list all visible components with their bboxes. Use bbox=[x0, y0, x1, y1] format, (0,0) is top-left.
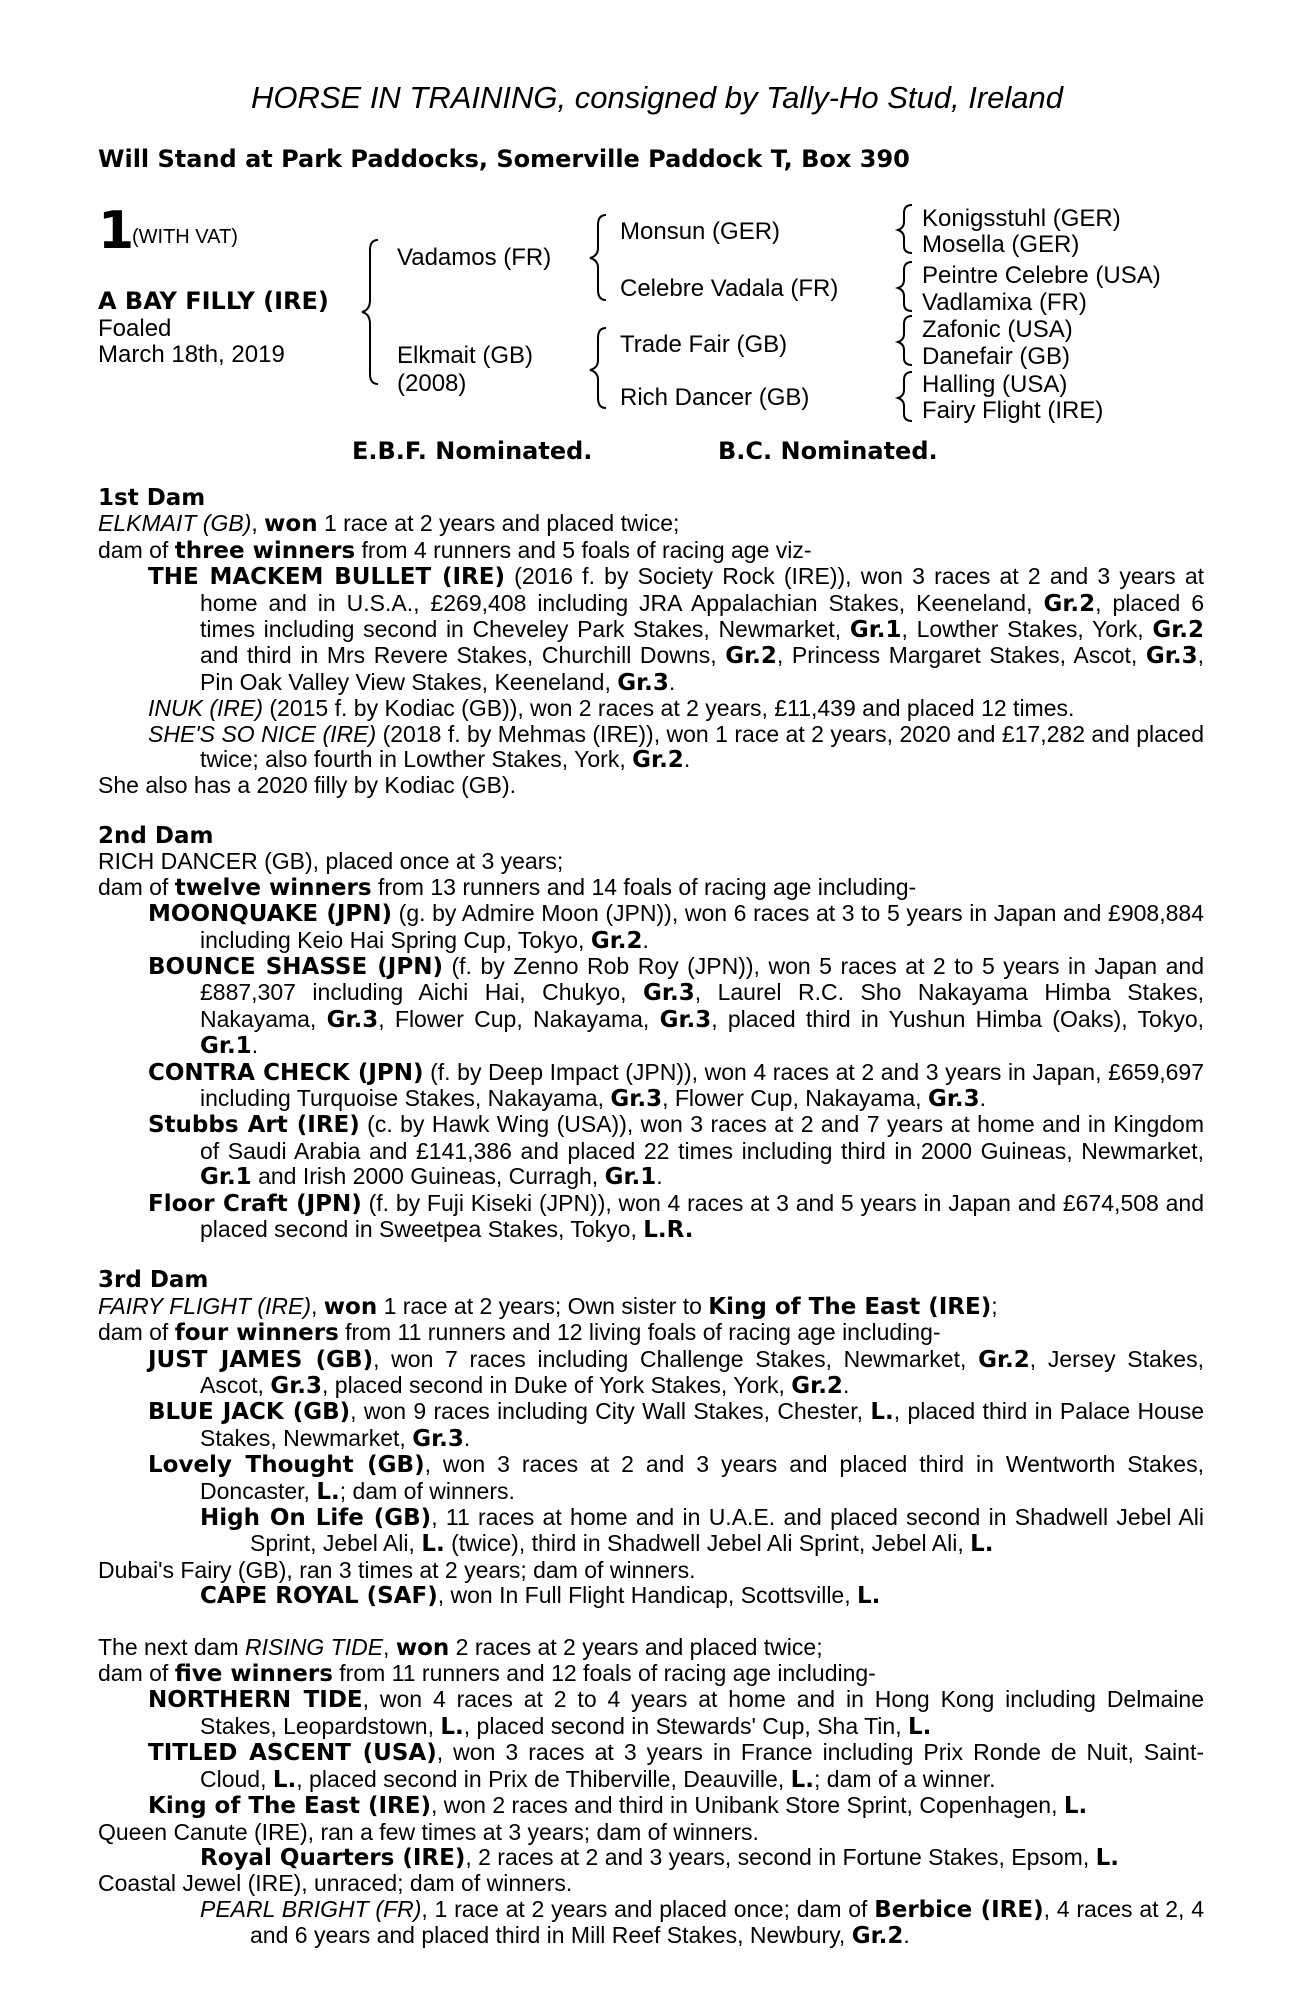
dam-year: (2008) bbox=[397, 370, 467, 397]
second-dam-summary: dam of twelve winners from 13 runners and 14 foals of racing age including- bbox=[98, 873, 917, 901]
page-title: HORSE IN TRAINING, consigned by Tally-Ho Stud, Ireland bbox=[250, 80, 1064, 115]
produce-entry: MOONQUAKE (JPN) (g. by Admire Moon (JPN)), won 6 races at 3 to 5 years in Japan and £908,884 including Keio Hai Spring Cup, Tokyo, Gr.2. bbox=[148, 900, 1204, 954]
sire-dam-sire: Peintre Celebre (USA) bbox=[922, 262, 1161, 289]
second-dam-heading: 2nd Dam bbox=[98, 822, 214, 849]
produce-entry: Stubbs Art (IRE) (c. by Hawk Wing (USA)), won 3 races at 2 and 7 years at home and in Kingdom of Saudi Arabia and £141,386 and placed 22 times including third in 2000 Guineas, Newmarket, Gr.1 and Irish 2000 Guineas, Curragh, Gr.1. bbox=[148, 1111, 1204, 1191]
produce-entry: CONTRA CHECK (JPN) (f. by Deep Impact (JPN)), won 4 races at 2 and 3 years in Japan, £659,697 including Turquoise Stakes, Nakayama, Gr.3, Flower Cup, Nakayama, Gr.3. bbox=[148, 1058, 1205, 1112]
foaled-label: Foaled bbox=[98, 315, 172, 342]
bc-nomination: B.C. Nominated. bbox=[718, 437, 938, 465]
next-dam-summary: dam of five winners from 11 runners and 12 foals of racing age including- bbox=[98, 1660, 876, 1688]
lot-name: A BAY FILLY (IRE) bbox=[98, 287, 329, 315]
produce-entry: Queen Canute (IRE), ran a few times at 3 years; dam of winners. bbox=[98, 1818, 759, 1845]
dam-sire: Trade Fair (GB) bbox=[620, 331, 788, 358]
first-dam-line: ELKMAIT (GB), won 1 race at 2 years and placed twice; bbox=[98, 510, 680, 538]
produce-entry: Dubai's Fairy (GB), ran 3 times at 2 years; dam of winners. bbox=[98, 1556, 696, 1583]
produce-entry: THE MACKEM BULLET (IRE) (2016 f. by Society Rock (IRE)), won 3 races at 2 and 3 years at home and in U.S.A., £269,408 including JRA Appalachian Stakes, Keeneland, Gr.2, placed 6 times including second in Cheveley Park Stakes, Newmarket, Gr.1, Lowther Stakes, York, Gr.2 and third in Mrs Revere Stakes, Churchill Downs, Gr.2, Princess Margaret Stakes, Ascot, Gr.3, Pin Oak Valley View Stakes, Keeneland, Gr.3. bbox=[148, 563, 1204, 696]
third-dam-summary: dam of four winners from 11 runners and 12 living foals of racing age including- bbox=[98, 1319, 941, 1347]
sire-dam: Celebre Vadala (FR) bbox=[620, 275, 839, 302]
dam-sire-dam: Danefair (GB) bbox=[922, 343, 1071, 370]
dam-sire-sire: Zafonic (USA) bbox=[922, 316, 1073, 343]
sire: Vadamos (FR) bbox=[397, 244, 552, 271]
produce-entry: BLUE JACK (GB), won 9 races including City Wall Stakes, Chester, L., placed third in Palace House Stakes, Newmarket, Gr.3. bbox=[148, 1398, 1204, 1452]
foaled-date: March 18th, 2019 bbox=[98, 341, 285, 368]
second-dam-line: RICH DANCER (GB), placed once at 3 years; bbox=[98, 848, 564, 875]
dam-dam-dam: Fairy Flight (IRE) bbox=[922, 397, 1104, 424]
grandproduce-entry: PEARL BRIGHT (FR), 1 race at 2 years and placed once; dam of Berbice (IRE), 4 races at 2, 4 and 6 years and placed third in Mill Reef Stakes, Newbury, Gr.2. bbox=[200, 1895, 1204, 1950]
dam: Elkmait (GB) bbox=[397, 342, 534, 369]
produce-entry: Coastal Jewel (IRE), unraced; dam of winners. bbox=[98, 1870, 573, 1897]
produce-entry: Lovely Thought (GB), won 3 races at 2 and 3 years and placed third in Wentworth Stakes, Doncaster, L.; dam of winners. bbox=[148, 1451, 1204, 1505]
first-dam-summary: dam of three winners from 4 runners and 5 foals of racing age viz- bbox=[98, 536, 812, 564]
grandproduce-entry: CAPE ROYAL (SAF), won In Full Flight Handicap, Scottsville, L. bbox=[200, 1582, 881, 1610]
produce-entry: INUK (IRE) (2015 f. by Kodiac (GB)), won 2 races at 2 years, £11,439 and placed 12 times. bbox=[148, 695, 1075, 722]
vat-note: (WITH VAT) bbox=[132, 226, 238, 248]
dam-dam: Rich Dancer (GB) bbox=[620, 384, 810, 411]
stand-location: Will Stand at Park Paddocks, Somerville Paddock T, Box 390 bbox=[98, 145, 910, 173]
produce-note: She also has a 2020 filly by Kodiac (GB). bbox=[98, 772, 517, 799]
grandproduce-entry: High On Life (GB), 11 races at home and in U.A.E. and placed second in Shadwell Jebel Ali Sprint, Jebel Ali, L. (twice), third in Shadwell Jebel Ali Sprint, Jebel Ali, L. bbox=[200, 1504, 1204, 1558]
produce-entry: Floor Craft (JPN) (f. by Fuji Kiseki (JPN)), won 4 races at 3 and 5 years in Japan and £674,508 and placed second in Sweetpea Stakes, Tokyo, L.R. bbox=[148, 1189, 1204, 1243]
produce-entry: King of The East (IRE), won 2 races and third in Unibank Store Sprint, Copenhagen, L. bbox=[148, 1792, 1088, 1820]
dam-produce-record bbox=[98, 486, 1204, 1950]
sire-sire-sire: Konigsstuhl (GER) bbox=[922, 205, 1121, 232]
grandproduce-entry: Royal Quarters (IRE), 2 races at 2 and 3 years, second in Fortune Stakes, Epsom, L. bbox=[200, 1843, 1120, 1871]
produce-entry: NORTHERN TIDE, won 4 races at 2 to 4 years at home and in Hong Kong including Delmaine Stakes, Leopardstown, L., placed second in Stewards' Cup, Sha Tin, L. bbox=[148, 1686, 1204, 1740]
next-dam-line: The next dam RISING TIDE, won 2 races at 2 years and placed twice; bbox=[98, 1633, 823, 1661]
produce-entry: JUST JAMES (GB), won 7 races including Challenge Stakes, Newmarket, Gr.2, Jersey Stakes, Ascot, Gr.3, placed second in Duke of York Stakes, York, Gr.2. bbox=[148, 1345, 1204, 1399]
first-dam-heading: 1st Dam bbox=[98, 485, 206, 511]
third-dam-heading: 3rd Dam bbox=[98, 1267, 209, 1294]
produce-entry: BOUNCE SHASSE (JPN) (f. by Zenno Rob Roy (JPN)), won 5 races at 2 to 5 years in Japan and £887,307 including Aichi Hai, Chukyo, Gr.3, Laurel R.C. Sho Nakayama Himba Stakes, Nakayama, Gr.3, Flower Cup, Nakayama, Gr.3, placed third in Yushun Himba (Oaks), Tokyo, Gr.1. bbox=[148, 952, 1205, 1060]
lot-number: 1 bbox=[98, 201, 135, 261]
dam-dam-sire: Halling (USA) bbox=[922, 371, 1068, 398]
produce-entry: SHE'S SO NICE (IRE) (2018 f. by Mehmas (IRE)), won 1 race at 2 years, 2020 and £17,282 and placed twice; also fourth in Lowther Stakes, York, Gr.2. bbox=[148, 720, 1204, 774]
third-dam-line: FAIRY FLIGHT (IRE), won 1 race at 2 years; Own sister to King of The East (IRE); bbox=[98, 1292, 998, 1320]
produce-entry: TITLED ASCENT (USA), won 3 races at 3 years in France including Prix Ronde de Nuit, Saint-Cloud, L., placed second in Prix de Thiberville, Deauville, L.; dam of a winner. bbox=[148, 1739, 1204, 1793]
ebf-nomination: E.B.F. Nominated. bbox=[352, 437, 593, 465]
sire-dam-dam: Vadlamixa (FR) bbox=[922, 289, 1087, 316]
sire-sire: Monsun (GER) bbox=[620, 218, 781, 245]
sire-sire-dam: Mosella (GER) bbox=[922, 231, 1080, 258]
